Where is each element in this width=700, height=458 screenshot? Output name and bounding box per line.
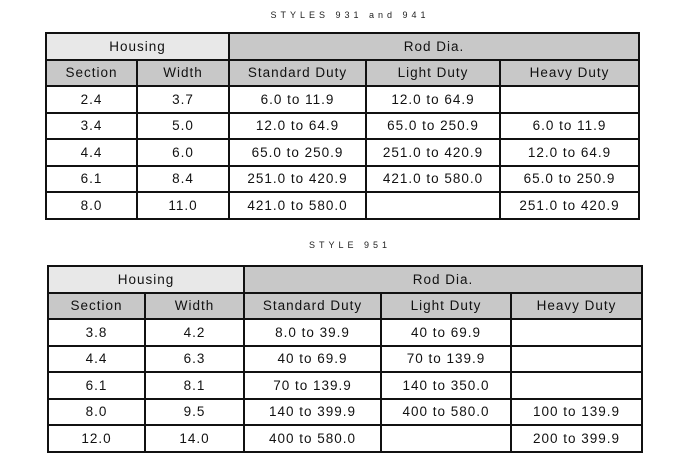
light-duty-cell: 140 to 350.0 — [381, 372, 511, 399]
width-cell: 8.4 — [137, 166, 229, 193]
heavy-duty-cell: 200 to 399.9 — [511, 425, 642, 452]
column-header-row — [46, 60, 639, 87]
table-row — [48, 319, 642, 346]
heavy-duty-cell — [500, 86, 639, 113]
standard-duty-cell: 70 to 139.9 — [244, 372, 381, 399]
light-duty-cell: 70 to 139.9 — [381, 346, 511, 373]
heavy-duty-cell: 12.0 to 64.9 — [500, 139, 639, 166]
table-row — [48, 372, 642, 399]
standard-duty-cell: 400 to 580.0 — [244, 425, 381, 452]
standard-duty-cell: 251.0 to 420.9 — [229, 166, 366, 193]
width-cell: 11.0 — [137, 192, 229, 219]
standard-duty-cell: 12.0 to 64.9 — [229, 113, 366, 140]
standard-duty-cell: 40 to 69.9 — [244, 346, 381, 373]
section-cell: 6.1 — [46, 166, 137, 193]
rod-dia-header: Rod Dia. — [229, 33, 639, 60]
section-header: Section — [46, 60, 137, 87]
heavy-duty-cell — [511, 372, 642, 399]
light-duty-cell: 40 to 69.9 — [381, 319, 511, 346]
section-cell: 12.0 — [48, 425, 145, 452]
table-row — [46, 86, 639, 113]
light-duty-cell: 65.0 to 250.9 — [366, 113, 500, 140]
styles-931-941-title: STYLES 931 and 941 — [270, 10, 430, 20]
width-cell: 4.2 — [145, 319, 244, 346]
group-header-row — [48, 266, 642, 293]
section-cell: 8.0 — [46, 192, 137, 219]
standard-duty-cell: 65.0 to 250.9 — [229, 139, 366, 166]
width-cell: 6.3 — [145, 346, 244, 373]
section-cell: 2.4 — [46, 86, 137, 113]
light-duty-cell — [381, 425, 511, 452]
width-cell: 8.1 — [145, 372, 244, 399]
light-duty-header: Light Duty — [381, 293, 511, 320]
section-cell: 4.4 — [46, 139, 137, 166]
standard-duty-header: Standard Duty — [244, 293, 381, 320]
heavy-duty-cell: 251.0 to 420.9 — [500, 192, 639, 219]
table-row — [46, 166, 639, 193]
group-header-row — [46, 33, 639, 60]
table-row — [46, 192, 639, 219]
table-row — [48, 425, 642, 452]
section-header: Section — [48, 293, 145, 320]
heavy-duty-header: Heavy Duty — [511, 293, 642, 320]
standard-duty-header: Standard Duty — [229, 60, 366, 87]
table-row — [46, 113, 639, 140]
section-cell: 8.0 — [48, 399, 145, 426]
heavy-duty-cell: 65.0 to 250.9 — [500, 166, 639, 193]
standard-duty-cell: 8.0 to 39.9 — [244, 319, 381, 346]
section-cell: 3.4 — [46, 113, 137, 140]
light-duty-cell: 421.0 to 580.0 — [366, 166, 500, 193]
width-cell: 5.0 — [137, 113, 229, 140]
light-duty-header: Light Duty — [366, 60, 500, 87]
width-cell: 3.7 — [137, 86, 229, 113]
heavy-duty-cell — [511, 346, 642, 373]
standard-duty-cell: 6.0 to 11.9 — [229, 86, 366, 113]
section-cell: 4.4 — [48, 346, 145, 373]
column-header-row — [48, 293, 642, 320]
table-row — [46, 139, 639, 166]
width-cell: 14.0 — [145, 425, 244, 452]
standard-duty-cell: 421.0 to 580.0 — [229, 192, 366, 219]
rod-dia-header: Rod Dia. — [244, 266, 642, 293]
width-header: Width — [137, 60, 229, 87]
light-duty-cell: 251.0 to 420.9 — [366, 139, 500, 166]
table-row — [48, 346, 642, 373]
standard-duty-cell: 140 to 399.9 — [244, 399, 381, 426]
light-duty-cell: 12.0 to 64.9 — [366, 86, 500, 113]
table-row — [48, 399, 642, 426]
width-header: Width — [145, 293, 244, 320]
heavy-duty-cell: 100 to 139.9 — [511, 399, 642, 426]
style-951-title: STYLE 951 — [308, 240, 392, 250]
heavy-duty-cell: 6.0 to 11.9 — [500, 113, 639, 140]
housing-header: Housing — [46, 33, 229, 60]
heavy-duty-cell — [511, 319, 642, 346]
housing-header: Housing — [48, 266, 244, 293]
section-cell: 3.8 — [48, 319, 145, 346]
styles-931-941-table — [45, 32, 640, 220]
light-duty-cell — [366, 192, 500, 219]
section-cell: 6.1 — [48, 372, 145, 399]
width-cell: 6.0 — [137, 139, 229, 166]
width-cell: 9.5 — [145, 399, 244, 426]
light-duty-cell: 400 to 580.0 — [381, 399, 511, 426]
heavy-duty-header: Heavy Duty — [500, 60, 639, 87]
style-951-table — [47, 265, 643, 453]
